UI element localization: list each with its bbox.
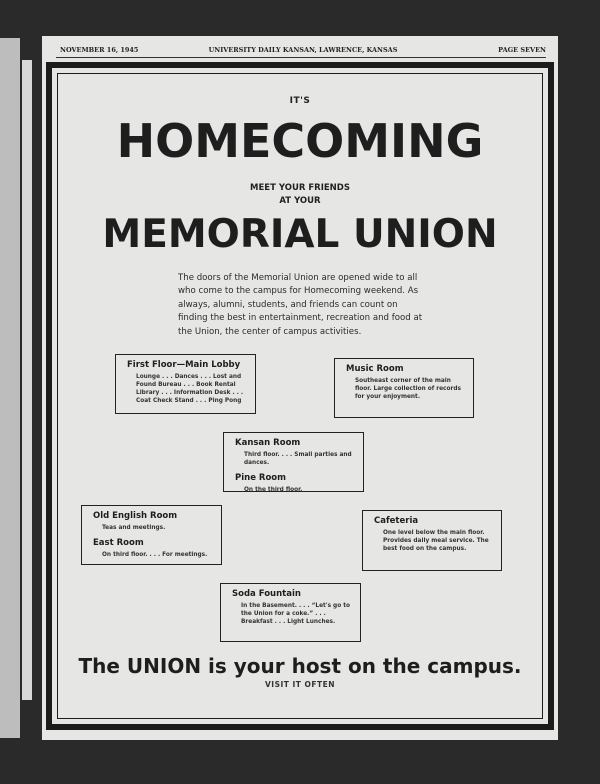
- box-description: In the Basement. . . . “Let's go to the Union for a coke.” . . . Breakfast . . . Light Lunches.: [241, 603, 350, 625]
- box-description: Lounge . . . Dances . . . Lost and Found Bureau . . . Book Rental Library . . . Information Desk . . . Coat Check Stand . . . Ping Pong: [136, 374, 244, 404]
- box-title: Old English Room: [93, 511, 178, 521]
- box-title: Music Room: [346, 364, 404, 374]
- box-title-2: Pine Room: [235, 473, 286, 483]
- box-cafeteria: [362, 510, 502, 571]
- box-kansan-pine-room: [223, 432, 364, 492]
- masthead-date: NOVEMBER 16, 1945: [60, 46, 139, 54]
- box-old-english-east-room: [81, 505, 222, 565]
- headline-memorial-union: MEMORIAL UNION: [102, 212, 498, 257]
- box-description: Southeast corner of the main floor. Large collection of records for your enjoyment.: [355, 378, 461, 400]
- footer-tagline: The UNION is your host on the campus.: [78, 654, 522, 678]
- box-title: Kansan Room: [235, 438, 301, 448]
- subtitle-line-2: AT YOUR: [279, 196, 321, 206]
- headline-kicker: IT'S: [289, 96, 311, 106]
- masthead-page-number: PAGE SEVEN: [498, 46, 546, 54]
- box-description: Teas and meetings.: [102, 525, 166, 531]
- box-description-2: On the third floor.: [244, 487, 303, 493]
- box-title-2: East Room: [93, 538, 144, 548]
- subtitle-line-1: MEET YOUR FRIENDS: [250, 183, 350, 193]
- intro-paragraph: The doors of the Memorial Union are opened wide to all who come to the campus for Homecoming weekend. As always, alumni, students, and friends can count on finding the best in entertainment, recreation and food at the Union, the center of campus activities.: [178, 273, 423, 337]
- box-main-lobby: [115, 354, 256, 414]
- box-title: First Floor—Main Lobby: [127, 360, 241, 370]
- headline-title: HOMECOMING: [116, 114, 484, 168]
- box-soda-fountain: [220, 583, 361, 642]
- box-description: One level below the main floor. Provides daily meal service. The best food on the campus.: [383, 530, 489, 552]
- masthead-paper-name: UNIVERSITY DAILY KANSAN, LAWRENCE, KANSAS: [208, 46, 398, 54]
- box-description: Third floor. . . . Small parties and dances.: [244, 452, 352, 466]
- box-music-room: [334, 358, 474, 418]
- footer-visit: VISIT IT OFTEN: [264, 680, 336, 689]
- headline-subtitle: [0, 182, 600, 208]
- box-description-2: On third floor. . . . For meetings.: [102, 552, 208, 558]
- box-title: Cafeteria: [374, 516, 419, 526]
- box-title: Soda Fountain: [232, 589, 301, 599]
